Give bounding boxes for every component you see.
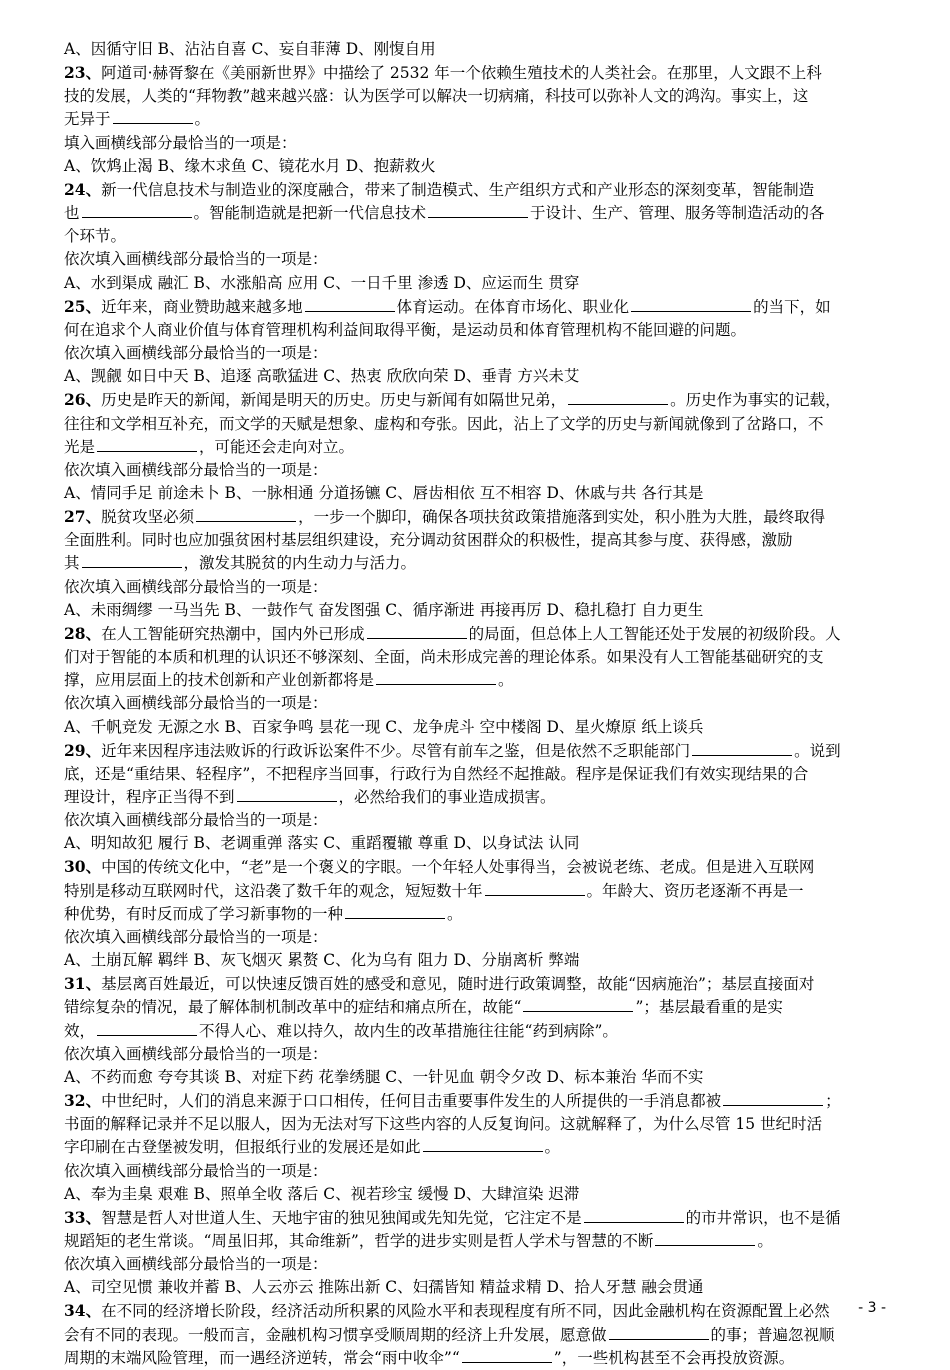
q27-line: 全面胜利。同时也应加强贫困村基层组织建设，充分调动贫困群众的积极性，提高其参与度、获得感，激励 bbox=[64, 531, 793, 550]
q25-line: 何在追求个人商业价值与体育管理机构利益间取得平衡，是运动员和体育管理机构不能回避的问题。 bbox=[64, 320, 747, 339]
q23-line: 技的发展，人类的“拜物教”越来越兴盛：认为医学可以解决一切病痛，科技可以弥补人文的鸿沟。事实上，这 bbox=[64, 87, 809, 106]
question-text: 理设计，程序正当得不到 bbox=[64, 788, 235, 806]
question-number: 23、 bbox=[64, 63, 102, 83]
question-text: ”；基层最看重的是实 bbox=[635, 998, 783, 1017]
q29-line: 底，还是“重结果、轻程序”，不把程序当回事，行政行为自然经不起推敲。程序是保证我们有效实现结果的合 bbox=[64, 764, 809, 783]
question-text: 不得人心、难以持久，故内生的改革措施往往能“药到病除”。 bbox=[199, 1021, 618, 1040]
q34-line bbox=[64, 1324, 886, 1347]
fill-blank bbox=[97, 1021, 197, 1036]
answer-options: A、司空见惯 兼收并蓄 B、人云亦云 推陈出新 C、妇孺皆知 精益求精 D、拾人牙慧 融会贯通 bbox=[64, 1278, 704, 1297]
fill-blank bbox=[568, 390, 668, 405]
question-text: ； bbox=[825, 1092, 841, 1111]
answer-options: A、奉为圭臬 艰难 B、照单全收 落后 C、视若珍宝 缓慢 D、大肆渲染 迟滞 bbox=[64, 1184, 580, 1203]
question-text: ”，一些机构甚至不会再投放资源。 bbox=[553, 1348, 795, 1367]
question-text: 特别是移动互联网时代，这沿袭了数千年的观念，短短数十年 bbox=[64, 881, 483, 900]
q28-line: 们对于智能的本质和机理的认识还不够深刻、全面，尚未形成完善的理论体系。如果没有人工智能基础研究的支 bbox=[64, 648, 824, 667]
question-text: 的事；普遍忽视顺 bbox=[710, 1325, 835, 1344]
q25-line bbox=[64, 295, 886, 319]
question-text: 。年龄大、资历老逐渐不再是一 bbox=[586, 881, 804, 900]
question-text: 基层离百姓最近，可以快速反馈百姓的感受和意见，随时进行政策调整，故能“因病施治”；基层直接面对 bbox=[101, 975, 815, 994]
q22-options: A、因循守旧 B、沾沾自喜 C、妄自菲薄 D、刚愎自用 bbox=[64, 40, 436, 58]
question-text: 周期的末端风险管理，而一遇经济逆转，常会“雨中收伞”“ bbox=[64, 1348, 460, 1367]
question-text: 种优势，有时反而成了学习新事物的一种 bbox=[64, 904, 344, 923]
fill-blank bbox=[345, 904, 445, 919]
question-text: ，激发其脱贫的内生动力与活力。 bbox=[183, 554, 417, 573]
q24-line: 个环节。 bbox=[64, 227, 127, 246]
fill-blank bbox=[631, 297, 751, 312]
question-text: 脱贫攻坚必须 bbox=[101, 508, 195, 527]
question-text: 的市井常识，也不是循 bbox=[685, 1208, 841, 1227]
question-number: 26、 bbox=[64, 390, 102, 410]
q32-line bbox=[64, 1089, 886, 1113]
question-text: 历史是昨天的新闻，新闻是明天的历史。历史与新闻有如隔世兄弟， bbox=[101, 391, 567, 410]
question-prompt: 依次填入画横线部分最恰当的一项是： bbox=[64, 927, 328, 946]
question-number: 29、 bbox=[64, 740, 102, 760]
fill-blank bbox=[82, 553, 182, 568]
question-text: 。智能制造就是把新一代信息技术 bbox=[193, 204, 427, 223]
question-text: 。 bbox=[498, 671, 514, 690]
question-text: 智慧是哲人对世道人生、天地宇宙的独见独闻或先知先觉，它注定不是 bbox=[101, 1208, 582, 1227]
fill-blank bbox=[97, 437, 197, 452]
answer-options: A、不药而愈 夸夸其谈 B、对症下药 花拳绣腿 C、一针见血 朝令夕改 D、标本兼治 华而不实 bbox=[64, 1067, 704, 1086]
question-text: 。历史作为事实的记载， bbox=[670, 391, 841, 410]
answer-options: A、觊觎 如日中天 B、追逐 高歌猛进 C、热衷 欣欣向荣 D、垂青 方兴未艾 bbox=[64, 367, 580, 386]
question-prompt: 依次填入画横线部分最恰当的一项是： bbox=[64, 250, 328, 269]
q31-line bbox=[64, 972, 886, 996]
question-prompt: 依次填入画横线部分最恰当的一项是： bbox=[64, 1161, 328, 1180]
question-text: 无异于 bbox=[64, 110, 111, 129]
question-text: 撑，应用层面上的技术创新和产业创新都将是 bbox=[64, 671, 375, 690]
q23-line bbox=[64, 61, 886, 85]
question-text: 中世纪时，人们的消息来源于口口相传，任何目击重要事件发生的人所提供的一手消息都被 bbox=[101, 1092, 722, 1111]
q29-line bbox=[64, 786, 886, 809]
fill-blank bbox=[609, 1325, 709, 1340]
answer-options: A、水到渠成 融汇 B、水涨船高 应用 C、一日千里 渗透 D、应运而生 贯穿 bbox=[64, 273, 580, 292]
q34-line bbox=[64, 1347, 886, 1370]
answer-options: A、情同手足 前途未卜 B、一脉相通 分道扬镳 C、唇齿相依 互不相容 D、休戚与共 各行其是 bbox=[64, 483, 704, 502]
fill-blank bbox=[523, 997, 633, 1012]
fill-blank bbox=[485, 881, 585, 896]
question-text: ，必然给我们的事业造成损害。 bbox=[338, 788, 556, 806]
answer-options: A、未雨绸缪 一马当先 B、一鼓作气 奋发图强 C、循序渐进 再接再厉 D、稳扎稳打 自力更生 bbox=[64, 600, 704, 619]
q28-line bbox=[64, 622, 886, 646]
fill-blank bbox=[305, 297, 395, 312]
question-text: 。 bbox=[447, 904, 463, 923]
question-text: 其 bbox=[64, 554, 80, 573]
q23-line bbox=[64, 108, 886, 131]
page-number: - 3 - bbox=[858, 1300, 886, 1316]
fill-blank bbox=[723, 1091, 823, 1106]
q30-line bbox=[64, 880, 886, 903]
fill-blank bbox=[428, 203, 528, 218]
question-text: 。 bbox=[757, 1231, 773, 1250]
q34-line bbox=[64, 1299, 886, 1323]
question-text: ，可能还会走向对立。 bbox=[199, 437, 355, 456]
question-number: 32、 bbox=[64, 1091, 102, 1111]
q30-line bbox=[64, 903, 886, 926]
q24-line bbox=[64, 178, 886, 202]
question-prompt: 依次填入画横线部分最恰当的一项是： bbox=[64, 811, 328, 830]
q26-line bbox=[64, 388, 886, 412]
question-text: 在人工智能研究热潮中，国内外已形成 bbox=[101, 624, 365, 643]
question-text: 。 bbox=[194, 110, 211, 129]
question-text: 中国的传统文化中，“老”是一个褒义的字眼。一个年轻人处事得当，会被说老练、老成。但是进入互联网 bbox=[101, 858, 815, 877]
question-text: 近年来因程序违法败诉的行政诉讼案件不少。尽管有前车之鉴，但是依然不乏职能部门 bbox=[101, 741, 691, 760]
fill-blank bbox=[196, 507, 296, 522]
q29-line bbox=[64, 739, 886, 763]
question-text: 也 bbox=[64, 204, 80, 223]
fill-blank bbox=[584, 1208, 684, 1223]
q24-line bbox=[64, 202, 886, 225]
question-text: 光是 bbox=[64, 437, 96, 456]
fill-blank bbox=[113, 109, 193, 124]
q33-line bbox=[64, 1230, 886, 1253]
question-text: 。 bbox=[544, 1138, 561, 1157]
fill-blank bbox=[462, 1348, 552, 1363]
fill-blank bbox=[692, 741, 792, 756]
question-number: 34、 bbox=[64, 1301, 102, 1321]
fill-blank bbox=[367, 624, 467, 639]
q33-line bbox=[64, 1206, 886, 1230]
q32-line bbox=[64, 1136, 886, 1159]
question-prompt: 依次填入画横线部分最恰当的一项是： bbox=[64, 1044, 328, 1063]
question-text: 新一代信息技术与制造业的深度融合，带来了制造模式、生产组织方式和产业形态的深刻变革，智能制造 bbox=[101, 180, 815, 199]
question-prompt: 依次填入画横线部分最恰当的一项是： bbox=[64, 694, 328, 713]
question-number: 30、 bbox=[64, 857, 102, 877]
question-text: 阿道司·赫胥黎在《美丽新世界》中描绘了 2532 年一个依赖生殖技术的人类社会。在那里，人文跟不上科 bbox=[101, 64, 822, 83]
answer-options: A、千帆竞发 无源之水 B、百家争鸣 昙花一现 C、龙争虎斗 空中楼阁 D、星火燎原 纸上谈兵 bbox=[64, 717, 704, 736]
q27-line bbox=[64, 552, 886, 575]
question-number: 33、 bbox=[64, 1207, 102, 1227]
q31-line bbox=[64, 996, 886, 1019]
fill-blank bbox=[423, 1137, 543, 1152]
question-text: 在不同的经济增长阶段，经济活动所积累的风险水平和表现程度有所不同，因此金融机构在资源配置上必然 bbox=[101, 1302, 830, 1321]
question-text: 会有不同的表现。一般而言，金融机构习惯享受顺周期的经济上升发展，愿意做 bbox=[64, 1325, 607, 1344]
question-text: 于设计、生产、管理、服务等制造活动的各 bbox=[530, 204, 825, 223]
answer-options: A、饮鸩止渴 B、缘木求鱼 C、镜花水月 D、抱薪救火 bbox=[64, 156, 436, 175]
fill-blank bbox=[376, 670, 496, 685]
q26-line: 往往和文学相互补充，而文学的天赋是想象、虚构和夸张。因此，沾上了文学的历史与新闻就像到了岔路口，不 bbox=[64, 414, 824, 433]
fill-blank bbox=[237, 787, 337, 802]
question-text: 错综复杂的情况，最了解体制机制改革中的症结和痛点所在，故能“ bbox=[64, 998, 522, 1017]
question-text: 字印刷在古登堡被发明，但报纸行业的发展还是如此 bbox=[64, 1138, 421, 1157]
q26-line bbox=[64, 436, 886, 459]
answer-options: A、明知故犯 履行 B、老调重弹 落实 C、重蹈覆辙 尊重 D、以身试法 认同 bbox=[64, 834, 580, 853]
fill-blank bbox=[655, 1231, 755, 1246]
question-text: ，一步一个脚印，确保各项扶贫政策措施落到实处，积小胜为大胜，最终取得 bbox=[298, 508, 826, 527]
question-number: 31、 bbox=[64, 974, 102, 994]
question-text: 效， bbox=[64, 1021, 96, 1040]
question-prompt: 依次填入画横线部分最恰当的一项是： bbox=[64, 1255, 328, 1274]
question-prompt: 填入画横线部分最恰当的一项是： bbox=[64, 133, 297, 152]
q30-line bbox=[64, 855, 886, 879]
q32-line: 书面的解释记录并不足以服人，因为无法对写下这些内容的人反复询问。这就解释了，为什么尽管 15 世纪时活 bbox=[64, 1115, 823, 1134]
q28-line bbox=[64, 669, 886, 692]
question-number: 25、 bbox=[64, 296, 102, 316]
question-prompt: 依次填入画横线部分最恰当的一项是： bbox=[64, 577, 328, 596]
q31-line bbox=[64, 1020, 886, 1043]
question-text: 的局面，但总体上人工智能还处于发展的初级阶段。人 bbox=[468, 624, 841, 643]
question-number: 28、 bbox=[64, 623, 102, 643]
question-prompt: 依次填入画横线部分最恰当的一项是： bbox=[64, 344, 328, 363]
q27-line bbox=[64, 505, 886, 529]
answer-options: A、土崩瓦解 羁绊 B、灰飞烟灭 累赘 C、化为乌有 阻力 D、分崩离析 弊端 bbox=[64, 951, 580, 970]
question-text: 。说到 bbox=[794, 741, 841, 760]
question-text: 规蹈矩的老生常谈。“周虽旧邦，其命维新”，哲学的进步实则是哲人学术与智慧的不断 bbox=[64, 1231, 654, 1250]
question-text: 体育运动。在体育市场化、职业化 bbox=[396, 297, 630, 316]
question-text: 的当下，如 bbox=[753, 297, 831, 316]
question-text: 近年来，商业赞助越来越多地 bbox=[101, 297, 303, 316]
question-number: 27、 bbox=[64, 507, 102, 527]
question-number: 24、 bbox=[64, 179, 102, 199]
question-prompt: 依次填入画横线部分最恰当的一项是： bbox=[64, 460, 328, 479]
fill-blank bbox=[82, 203, 192, 218]
